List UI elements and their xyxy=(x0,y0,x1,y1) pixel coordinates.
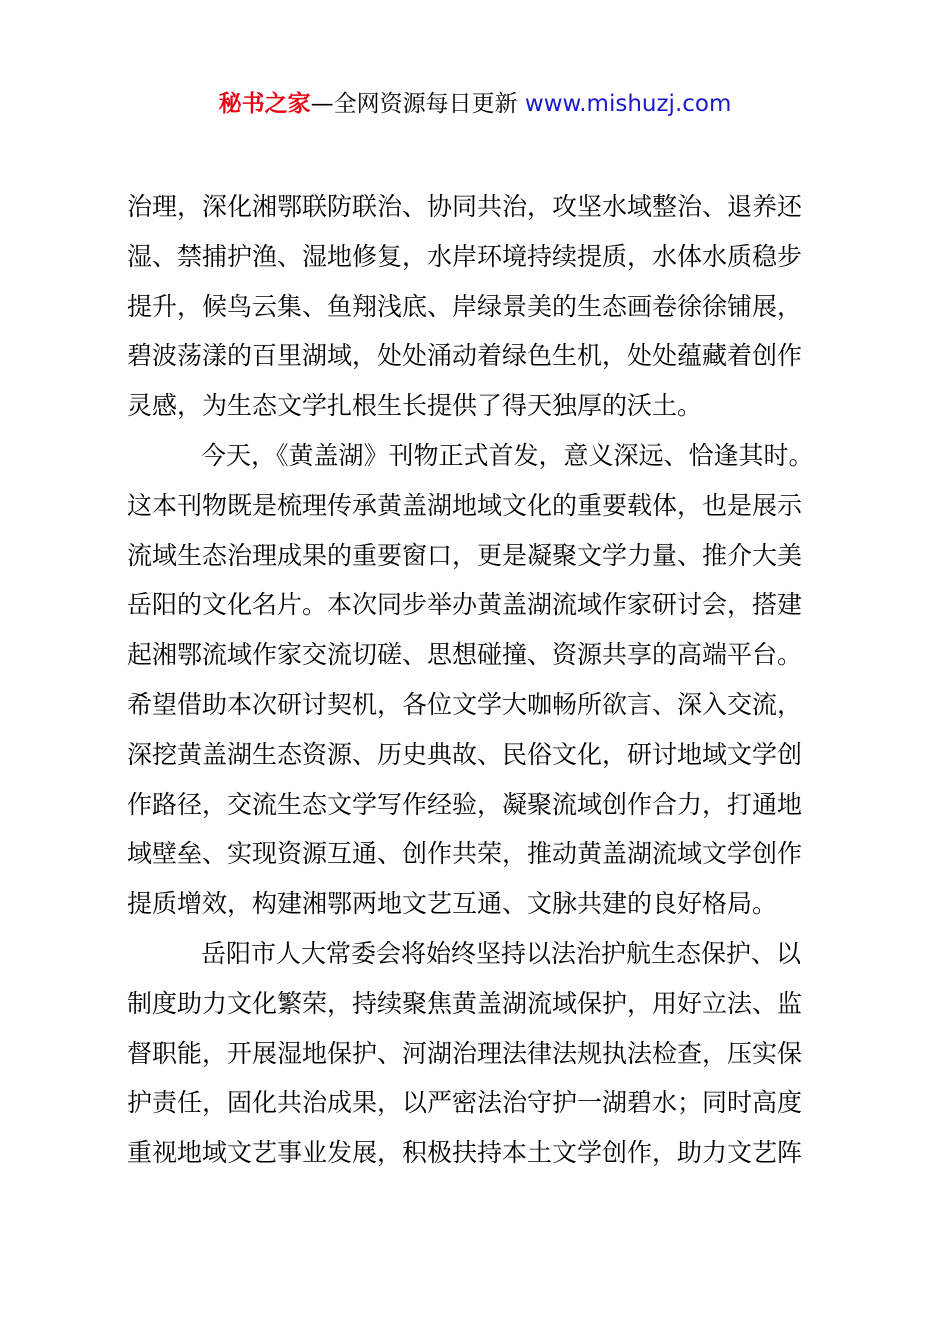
site-url-link[interactable]: www.mishuzj.com xyxy=(524,91,732,117)
text-line: 域壁垒、实现资源互通、创作共荣，推动黄盖湖流域文学创作 xyxy=(127,839,803,869)
text-line: 督职能，开展湿地保护、河湖治理法律法规执法检查，压实保 xyxy=(127,1038,803,1068)
text-line: 护责任，固化共治成果，以严密法治守护一湖碧水；同时高度 xyxy=(127,1088,803,1118)
paragraph-first-line: 岳阳市人大常委会将始终坚持以法治护航生态保护、以 xyxy=(201,938,802,968)
text-line: 流域生态治理成果的重要窗口，更是凝聚文学力量、推介大美 xyxy=(127,540,803,570)
text-line: 碧波荡漾的百里湖域，处处涌动着绿色生机，处处蕴藏着创作 xyxy=(127,341,803,371)
document-body xyxy=(127,182,839,1178)
paragraph-first-line: 今天，《黄盖湖》刊物正式首发，意义深远、恰逢其时。 xyxy=(201,440,814,470)
text-line: 岳阳的文化名片。本次同步举办黄盖湖流域作家研讨会，搭建 xyxy=(127,590,803,620)
brand-name: 秘书之家 xyxy=(218,91,311,117)
text-line: 重视地域文艺事业发展，积极扶持本土文学创作，助力文艺阵 xyxy=(127,1138,803,1168)
text-line: 作路径，交流生态文学写作经验，凝聚流域创作合力，打通地 xyxy=(127,789,803,819)
text-line: 这本刊物既是梳理传承黄盖湖地域文化的重要载体，也是展示 xyxy=(127,490,803,520)
text-line: 湿、禁捕护渔、湿地修复，水岸环境持续提质，水体水质稳步 xyxy=(127,241,803,271)
page-header xyxy=(0,88,950,120)
text-line: 起湘鄂流域作家交流切磋、思想碰撞、资源共享的高端平台。 xyxy=(127,640,803,670)
text-line: 提质增效，构建湘鄂两地文艺互通、文脉共建的良好格局。 xyxy=(127,889,778,919)
text-line: 治理，深化湘鄂联防联治、协同共治，攻坚水域整治、退养还 xyxy=(127,192,803,221)
text-line: 提升，候鸟云集、鱼翔浅底、岸绿景美的生态画卷徐徐铺展， xyxy=(127,291,803,321)
text-line: 灵感，为生态文学扎根生长提供了得天独厚的沃土。 xyxy=(127,391,703,421)
text-line: 深挖黄盖湖生态资源、历史典故、民俗文化，研讨地域文学创 xyxy=(127,739,803,769)
header-tagline: —全网资源每日更新 xyxy=(310,91,525,117)
text-line: 制度助力文化繁荣，持续聚焦黄盖湖流域保护，用好立法、监 xyxy=(127,988,803,1018)
text-line: 希望借助本次研讨契机，各位文学大咖畅所欲言、深入交流， xyxy=(127,689,803,719)
